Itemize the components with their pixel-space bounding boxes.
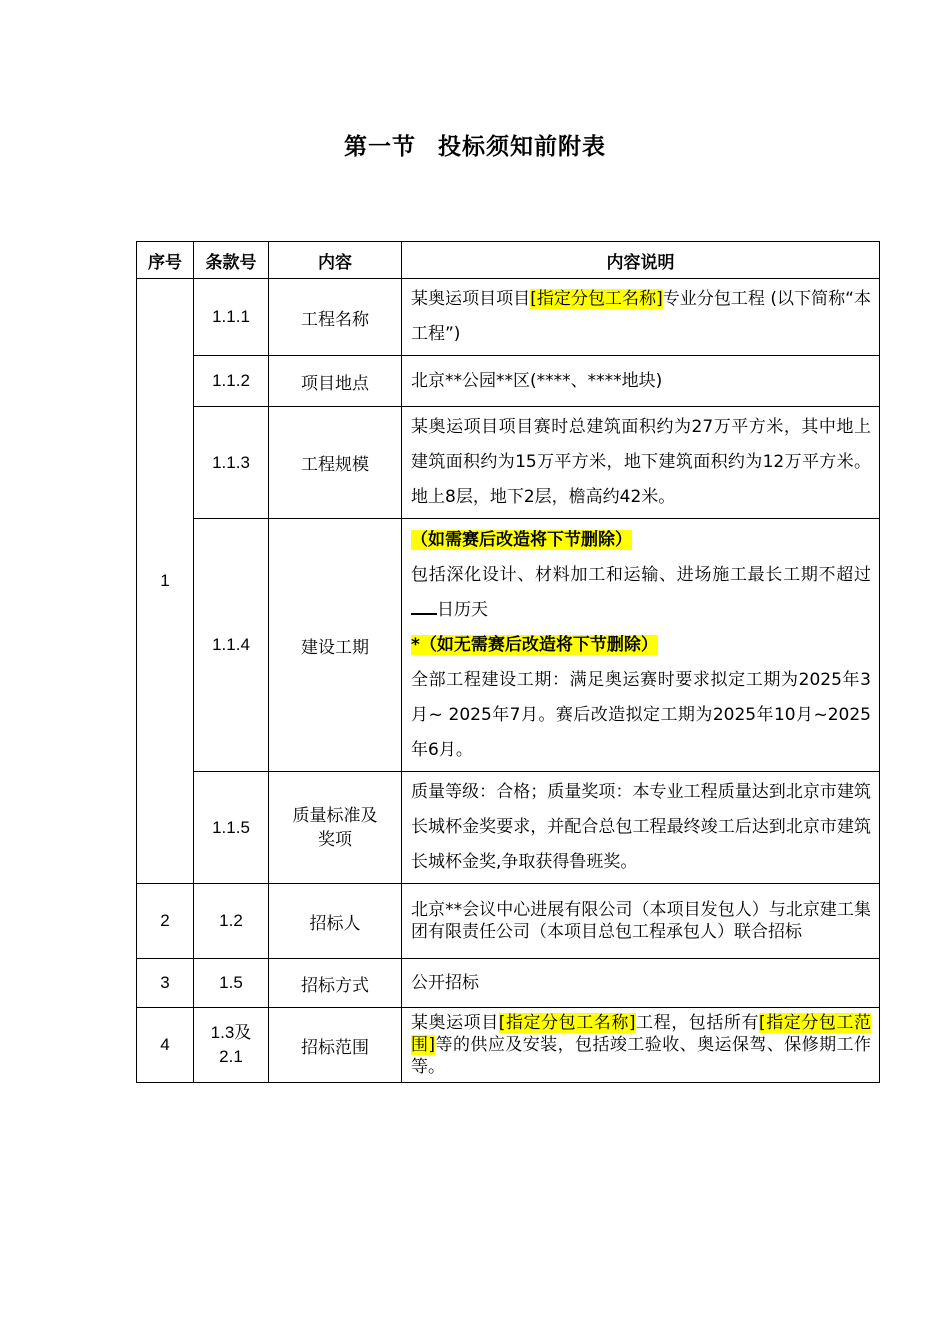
desc-text: 专业分包工程 (以下简称“本工程”) (411, 289, 872, 344)
clause-cell: 1.1.5 (194, 772, 269, 884)
content-cell: 招标范围 (269, 1008, 402, 1083)
clause-cell (194, 1008, 269, 1083)
desc-cell (402, 1008, 880, 1083)
clause-line: 2.1 (219, 1047, 243, 1066)
clause-cell: 1.1.3 (194, 407, 269, 519)
seq-cell: 1 (137, 279, 194, 884)
desc-cell: 北京**会议中心进展有限公司（本项目发包人）与北京建工集团有限责任公司（本项目总包工程承包人）联合招标 (402, 884, 880, 959)
seq-cell: 4 (137, 1008, 194, 1083)
desc-text: 等的供应及安装，包括竣工验收、奥运保驾、保修期工作等。 (411, 1035, 871, 1077)
clause-cell: 1.2 (194, 884, 269, 959)
placeholder-highlight: [指定分包工范围] (411, 1013, 872, 1055)
table-row (137, 772, 880, 884)
placeholder-highlight: [指定分包工名称] (530, 289, 663, 309)
table-row (137, 959, 880, 1008)
desc-text: 全部工程建设工期：满足奥运赛时要求拟定工期为2025年3月~ 2025年7月。赛后改造拟定工期为2025年10月~2025年6月。 (411, 669, 871, 760)
clause-cell: 1.1.2 (194, 356, 269, 407)
table-row (137, 1008, 880, 1083)
desc-text: 工程，包括所有 (635, 1013, 760, 1033)
desc-text: 包括深化设计、材料加工和运输、进场施工最长工期不超过 (411, 564, 871, 585)
header-desc: 内容说明 (402, 242, 880, 279)
note-highlight: *（如无需赛后改造将下节删除） (411, 634, 658, 655)
content-line: 质量标准及 (292, 805, 378, 826)
section-title: 投标须知前附表 (438, 134, 606, 160)
desc-cell (402, 279, 880, 356)
page-title (0, 128, 950, 161)
table-row (137, 356, 880, 407)
desc-text: 某奥运项目项目 (411, 289, 531, 309)
header-clause: 条款号 (194, 242, 269, 279)
table-header-row (137, 242, 880, 279)
desc-cell (402, 519, 880, 772)
desc-cell: 公开招标 (402, 959, 880, 1008)
clause-cell: 1.1.4 (194, 519, 269, 772)
content-cell: 工程名称 (269, 279, 402, 356)
placeholder-highlight: [指定分包工名称] (498, 1013, 636, 1033)
desc-cell: 质量等级：合格；质量奖项：本专业工程质量达到北京市建筑长城杯金奖要求，并配合总包工程最终竣工后达到北京市建筑长城杯金奖,争取获得鲁班奖。 (402, 772, 880, 884)
content-cell: 工程规模 (269, 407, 402, 519)
content-line: 奖项 (318, 829, 352, 850)
header-content: 内容 (269, 242, 402, 279)
clause-cell: 1.1.1 (194, 279, 269, 356)
desc-text: 日历天 (437, 599, 488, 620)
clause-cell: 1.5 (194, 959, 269, 1008)
table-row (137, 407, 880, 519)
section-number: 第一节 (344, 134, 416, 160)
content-cell: 建设工期 (269, 519, 402, 772)
desc-cell: 北京**公园**区(****、****地块) (402, 356, 880, 407)
content-cell: 招标方式 (269, 959, 402, 1008)
blank-underline (411, 595, 437, 615)
table-row (137, 519, 880, 772)
table-row (137, 279, 880, 356)
seq-cell: 2 (137, 884, 194, 959)
desc-cell: 某奥运项目项目赛时总建筑面积约为27万平方米，其中地上建筑面积约为15万平方米，地下建筑面积约为12万平方米。地上8层，地下2层，檐高约42米。 (402, 407, 880, 519)
table-row (137, 884, 880, 959)
bid-notice-table (136, 241, 880, 1083)
header-seq: 序号 (137, 242, 194, 279)
desc-text: 某奥运项目 (411, 1013, 499, 1033)
clause-line: 1.3及 (210, 1023, 252, 1042)
note-highlight: （如需赛后改造将下节删除） (411, 529, 632, 550)
seq-cell: 3 (137, 959, 194, 1008)
content-cell: 项目地点 (269, 356, 402, 407)
content-cell: 招标人 (269, 884, 402, 959)
content-cell (269, 772, 402, 884)
